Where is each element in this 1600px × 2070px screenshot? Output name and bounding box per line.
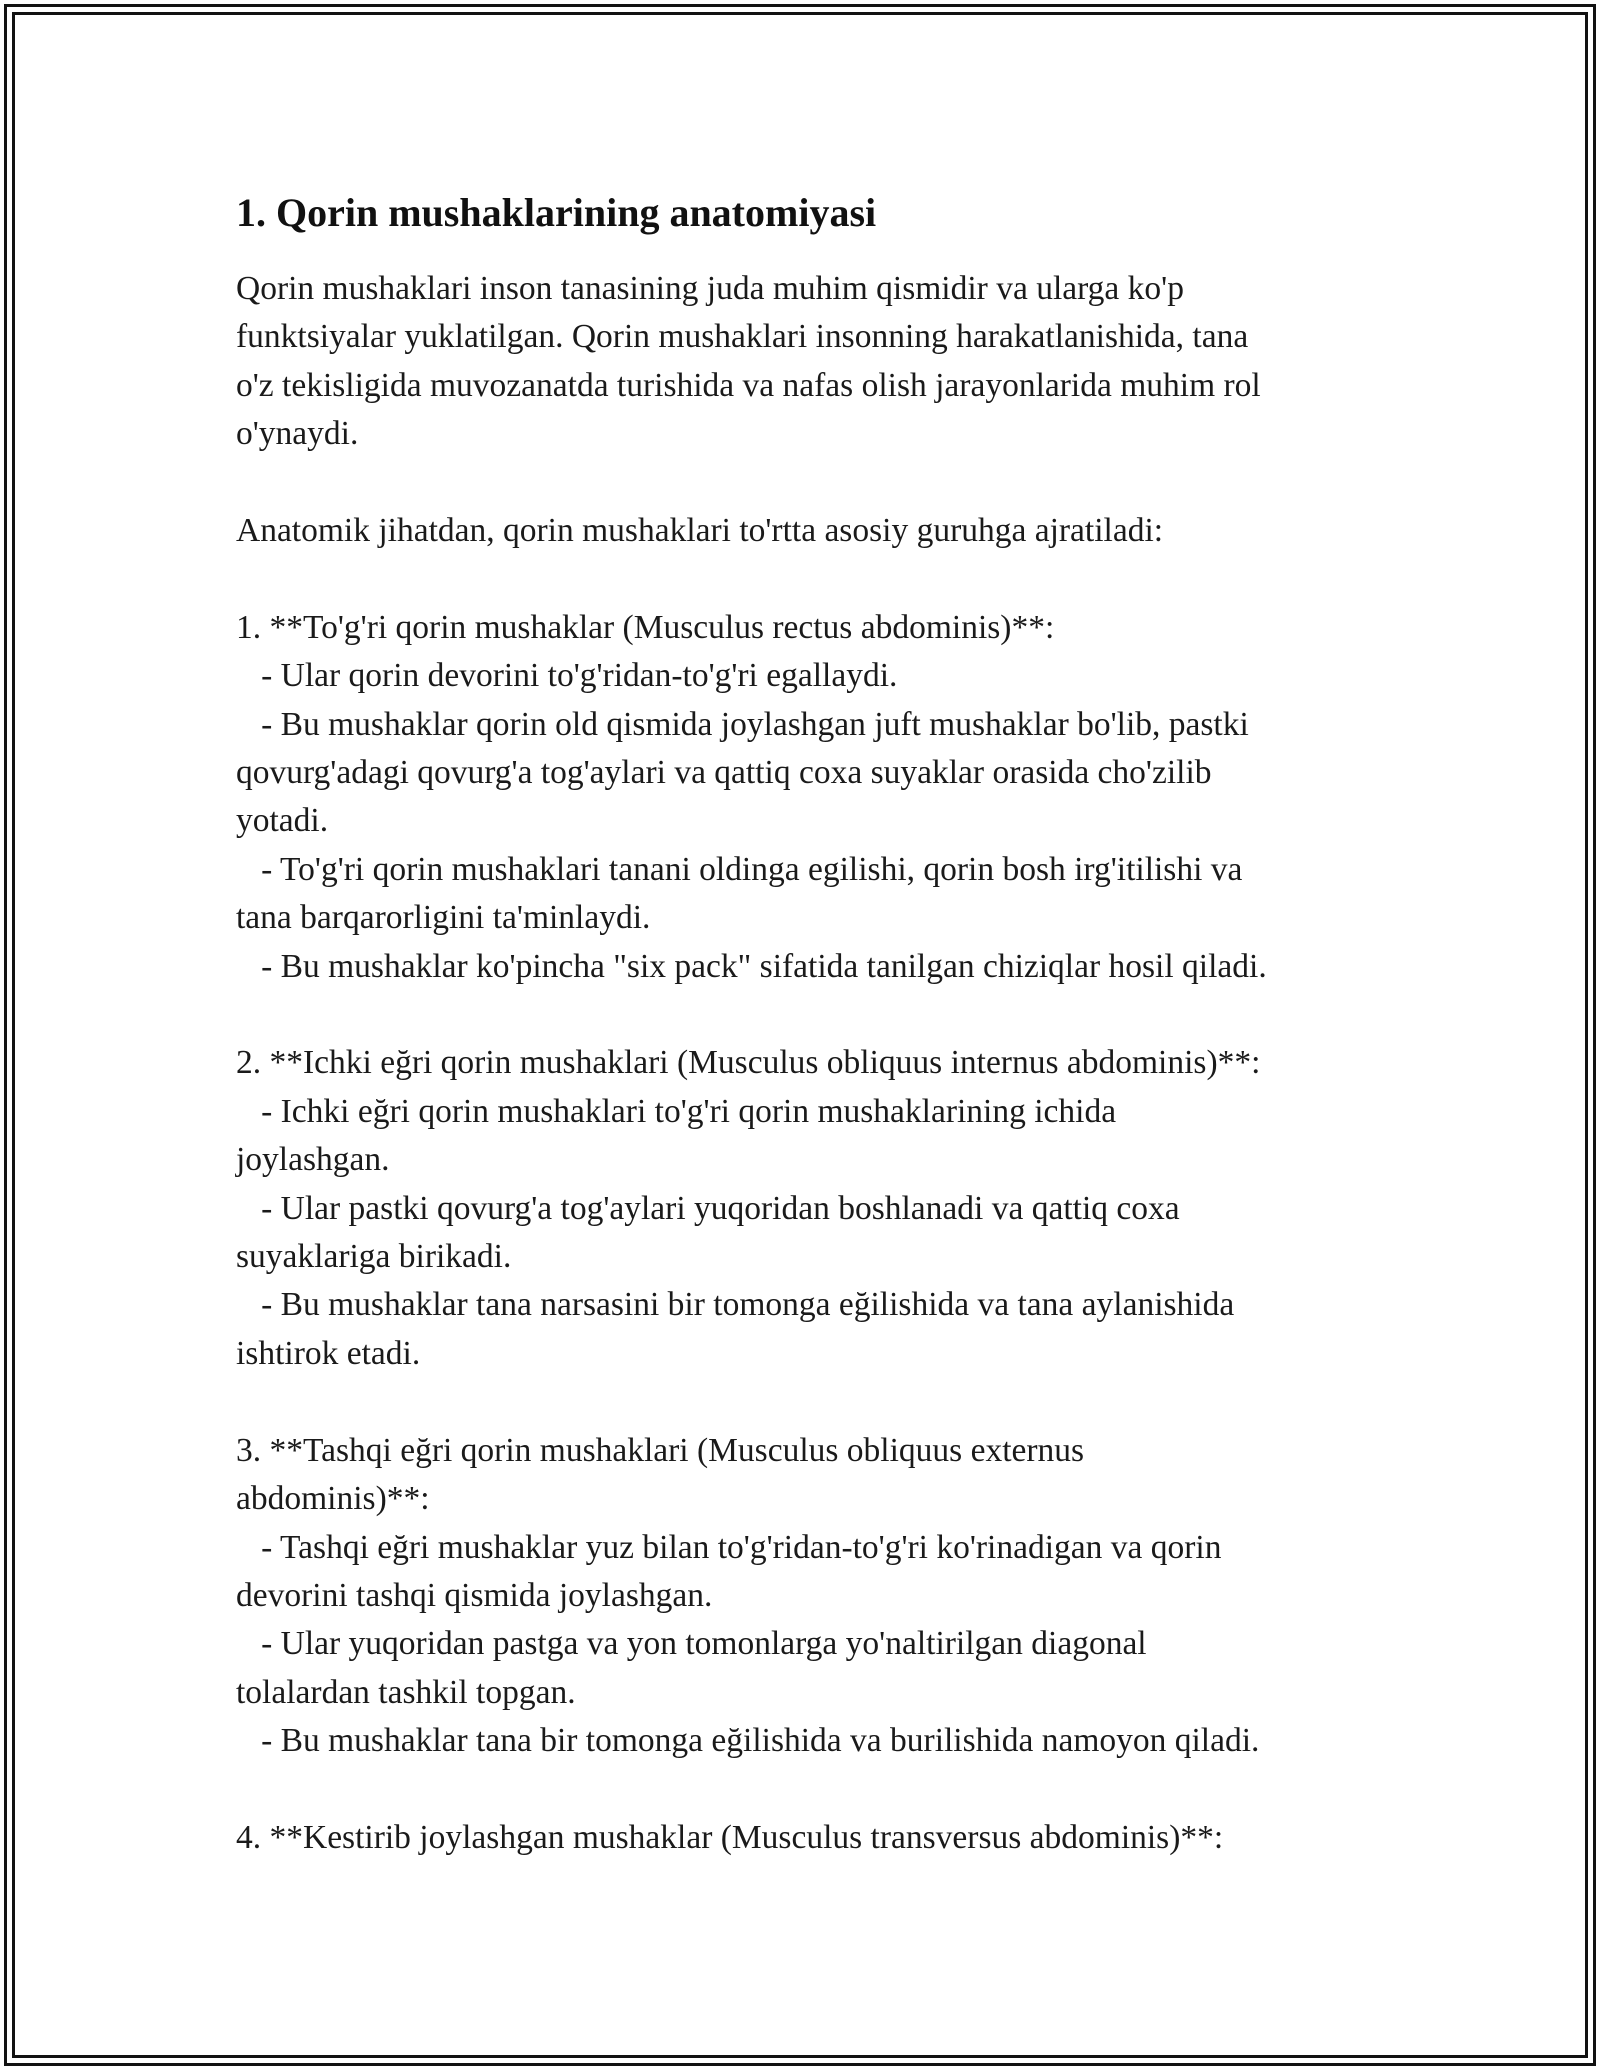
- text-line: funktsiyalar yuklatilgan. Qorin mushaklari insonning harakatlanishida, tana: [236, 318, 1249, 356]
- text-line: - Ular yuqoridan pastga va yon tomonlarga yo'naltirilgan diagonal: [236, 1625, 1147, 1663]
- text-line: 3. **Tashqi eğri qorin mushaklari (Musculus obliquus externus: [236, 1431, 1085, 1469]
- text-line: abdominis)**:: [236, 1480, 430, 1518]
- text-line: tana barqarorligini ta'minlaydi.: [236, 899, 651, 937]
- section-heading: 1. Qorin mushaklarining anatomiyasi: [236, 190, 877, 235]
- text-line: suyaklariga birikadi.: [236, 1238, 512, 1276]
- text-line: - Bu mushaklar tana narsasini bir tomonga eğilishida va tana aylanishida: [236, 1286, 1235, 1324]
- text-line: ishtirok etadi.: [236, 1334, 421, 1372]
- text-line: - Bu mushaklar qorin old qismida joylashgan juft mushaklar bo'lib, pastki: [236, 705, 1249, 743]
- text-line: 4. **Kestirib joylashgan mushaklar (Musculus transversus abdominis)**:: [236, 1818, 1224, 1856]
- text-line: - Ular qorin devorini to'g'ridan-to'g'ri egallaydi.: [236, 657, 898, 695]
- blank-line: [236, 991, 1376, 1039]
- text-line: Qorin mushaklari inson tanasining juda muhim qismidir va ularga ko'p: [236, 270, 1184, 307]
- blank-line: [236, 1766, 1376, 1814]
- text-line: - To'g'ri qorin mushaklari tanani oldinga egilishi, qorin bosh irg'itilishi va: [236, 850, 1243, 888]
- text-line: Anatomik jihatdan, qorin mushaklari to'rtta asosiy guruhga ajratiladi:: [236, 512, 1164, 550]
- text-line: - Ichki eğri qorin mushaklari to'g'ri qorin mushaklarining ichida: [236, 1092, 1117, 1130]
- text-line: - Tashqi eğri mushaklar yuz bilan to'g'ridan-to'g'ri ko'rinadigan va qorin: [236, 1528, 1222, 1566]
- text-line: devorini tashqi qismida joylashgan.: [236, 1576, 713, 1614]
- text-line: joylashgan.: [236, 1141, 390, 1179]
- text-line: tolalardan tashkil topgan.: [236, 1673, 576, 1711]
- body-text: [236, 265, 1376, 1862]
- text-line: - Bu mushaklar tana bir tomonga eğilishida va burilishida namoyon qiladi.: [236, 1722, 1260, 1760]
- text-line: o'z tekisligida muvozanatda turishida va nafas olish jarayonlarida muhim rol: [236, 366, 1261, 404]
- text-line: yotadi.: [236, 802, 329, 840]
- document-body: [236, 185, 1376, 1862]
- text-line: o'ynaydi.: [236, 415, 359, 453]
- text-line: qovurg'adagi qovurg'a tog'aylari va qattiq coxa suyaklar orasida cho'zilib: [236, 754, 1212, 792]
- text-line: - Ular pastki qovurg'a tog'aylari yuqoridan boshlanadi va qattiq coxa: [236, 1189, 1180, 1227]
- blank-line: [236, 459, 1376, 507]
- blank-line: [236, 555, 1376, 603]
- blank-line: [236, 1378, 1376, 1426]
- text-line: - Bu mushaklar ko'pincha "six pack" sifatida tanilgan chiziqlar hosil qiladi.: [236, 947, 1267, 985]
- text-line: 1. **To'g'ri qorin mushaklar (Musculus rectus abdominis)**:: [236, 608, 1055, 646]
- text-line: 2. **Ichki eğri qorin mushaklari (Musculus obliquus internus abdominis)**:: [236, 1044, 1261, 1082]
